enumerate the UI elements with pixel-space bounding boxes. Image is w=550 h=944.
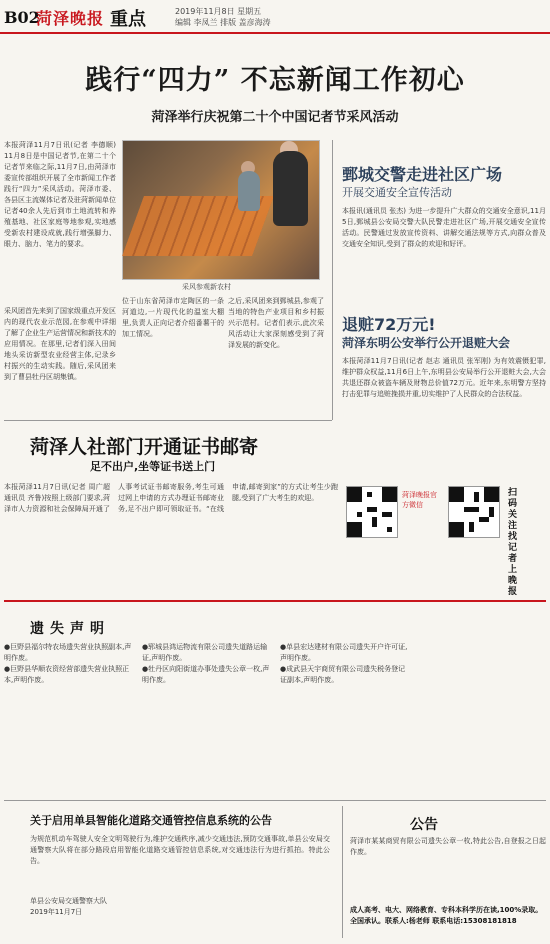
- traffic-notice-title: 关于启用单县智能化道路交通管控信息系统的公告: [30, 814, 272, 827]
- header-editors: 编辑 李凤兰 排版 盖彦海涛: [175, 18, 271, 27]
- qr-label: 菏泽晚报官方微信: [402, 491, 437, 509]
- story-dm-title: 退赃72万元!: [342, 315, 436, 334]
- notices-mid-rule: [4, 800, 546, 801]
- lead-column-1: 本报菏泽11月7日讯(记者 李德顺) 11月8日是中国记者节,在第二十个记者节来临之际,11月7日,由菏泽市委宣传部组织开展了全市新闻工作者践行“四力”采风活动。菏泽市委、各县区主流媒体记者及驻菏新闻单位记者40余人先后到市土地流转和养殖基地、社区家庭等地参观,实地感受新农村建设成就,践行增强脚力、眼力、脑力、笔力的要求。: [4, 141, 116, 248]
- traffic-notice-agency: 单县公安局交通警察大队: [30, 897, 107, 905]
- section-title: 重点: [110, 9, 146, 30]
- lead-column-4: 之后,采风团来到鄄城县,参观了当地的特色产业项目和乡村振兴示范村。记者们表示,此次采风活动让大家深刻感受到了菏泽发展的新变化。: [228, 297, 324, 349]
- story-hrss-subtitle: 足不出户,坐等证书送上门: [90, 460, 216, 473]
- qr-code-app[interactable]: [448, 486, 500, 538]
- notice-item: ●巨野县福尔特农场遗失营业执照副本,声明作废。: [4, 643, 132, 662]
- notices-top-rule: [4, 600, 546, 602]
- traffic-notice-body: 为规范机动车驾驶人安全文明驾驶行为,维护交通秩序,减少交通违法,预防交通事故,单县公安局交通警察大队将在部分路段启用智能化道路交通管控信息系统,对交通违法行为进行抓拍。特此公告。: [30, 835, 330, 865]
- story-hrss-title: 菏泽人社部门开通证书邮寄: [30, 436, 259, 458]
- notice-item: ●单县宏达建材有限公司遗失开户许可证,声明作废。: [280, 643, 408, 662]
- notice-item: ●牡丹区向阳街道办事处遗失公章一枚,声明作废。: [142, 665, 270, 684]
- story-dm-subtitle: 菏泽东明公安举行公开退赃大会: [342, 336, 511, 350]
- lead-photo: [122, 140, 320, 280]
- lead-column-2: 采风团首先来到了国家级重点开发区内的现代农业示范园,在参观中详细了解了企业生产运营情况和新技术的应用情况。在那里,记者们深入田间地头采访新型农业经营主体,记录乡村振兴的生动实践。随后,采风团来到了曹县牡丹区胡集镇。: [4, 307, 116, 381]
- notice-item: ●成武县天宇商贸有限公司遗失税务登记证副本,声明作废。: [280, 665, 406, 684]
- education-ad: 成人高考、电大、网络教育、专科本科学历在读,100%录取。全国承认。联系人:杨老师 联系电话:15308181818: [350, 906, 543, 925]
- notice-divider: [342, 806, 343, 938]
- notice-item: ●郓城县鸿运物流有限公司遗失道路运输证,声明作废。: [142, 643, 268, 662]
- traffic-notice-sign: [30, 896, 107, 918]
- section-divider: [4, 420, 332, 421]
- public-notice-title: 公告: [410, 817, 438, 833]
- notice-item: ●巨野县华顺农资经营部遗失营业执照正本,声明作废。: [4, 665, 130, 684]
- lost-notice-title: 遗失声明: [30, 621, 110, 637]
- column-divider: [332, 140, 333, 420]
- public-notice-body: 菏泽市某某商贸有限公司遗失公章一枚,特此公告,自登报之日起作废。: [350, 837, 546, 856]
- page-number: B02: [4, 8, 40, 27]
- lead-column-3: 位于山东省菏泽市定陶区的一条河道边,一片现代化的温室大棚里,负责人正向记者介绍番薯干的加工情况。: [122, 297, 224, 338]
- story-hrss-body: 本报菏泽11月7日讯(记者 周广超 通讯员 齐鲁)按照上级部门要求,菏泽市人力资源和社会保障局开通了人事考试证书邮寄服务,考生可通过网上申请的方式办理证书邮寄业务,足不出户即可领取证书。“在线申请,邮寄到家”的方式让考生少跑腿,受到了广大考生的欢迎。: [4, 483, 338, 513]
- lead-headline: 践行“四力” 不忘新闻工作初心: [85, 65, 465, 96]
- header-date: 2019年11月8日 星期五: [175, 7, 262, 16]
- story-dm-body: 本报菏泽11月7日讯(记者 赵志 通讯员 张军刚) 为有效震慑犯罪,维护群众权益,11月6日上午,东明县公安局举行公开退赃大会,大会共退还群众被盗车辆及财物总价值72万元。近年来,东明警方坚持打击犯罪与追赃挽损并重,切实维护了人民群众的合法权益。: [342, 357, 546, 398]
- story-jc-body: 本报讯(通讯员 张杰) 为进一步提升广大群众的交通安全意识,11月5日,鄄城县公安局交警大队民警走进社区广场,开展交通安全宣传活动。民警通过发放宣传资料、讲解交通法规等方式,向群众普及交通安全知识,受到了群众的欢迎和好评。: [342, 207, 546, 248]
- story-jc-title: 鄄城交警走进社区广场: [342, 165, 503, 184]
- photo-caption: 采风参观新农村: [182, 283, 231, 291]
- follow-label: 扫码关注 找记者上晚报: [508, 488, 518, 597]
- newspaper-logo: 菏泽晚报: [36, 9, 105, 28]
- notices-list: [4, 642, 546, 792]
- lead-subheadline: 菏泽举行庆祝第二十个中国记者节采风活动: [151, 110, 399, 125]
- header-meta: [175, 6, 271, 28]
- qr-code-wechat[interactable]: [346, 486, 398, 538]
- traffic-notice-date: 2019年11月7日: [30, 908, 83, 916]
- story-jc-subtitle: 开展交通安全宣传活动: [342, 186, 452, 199]
